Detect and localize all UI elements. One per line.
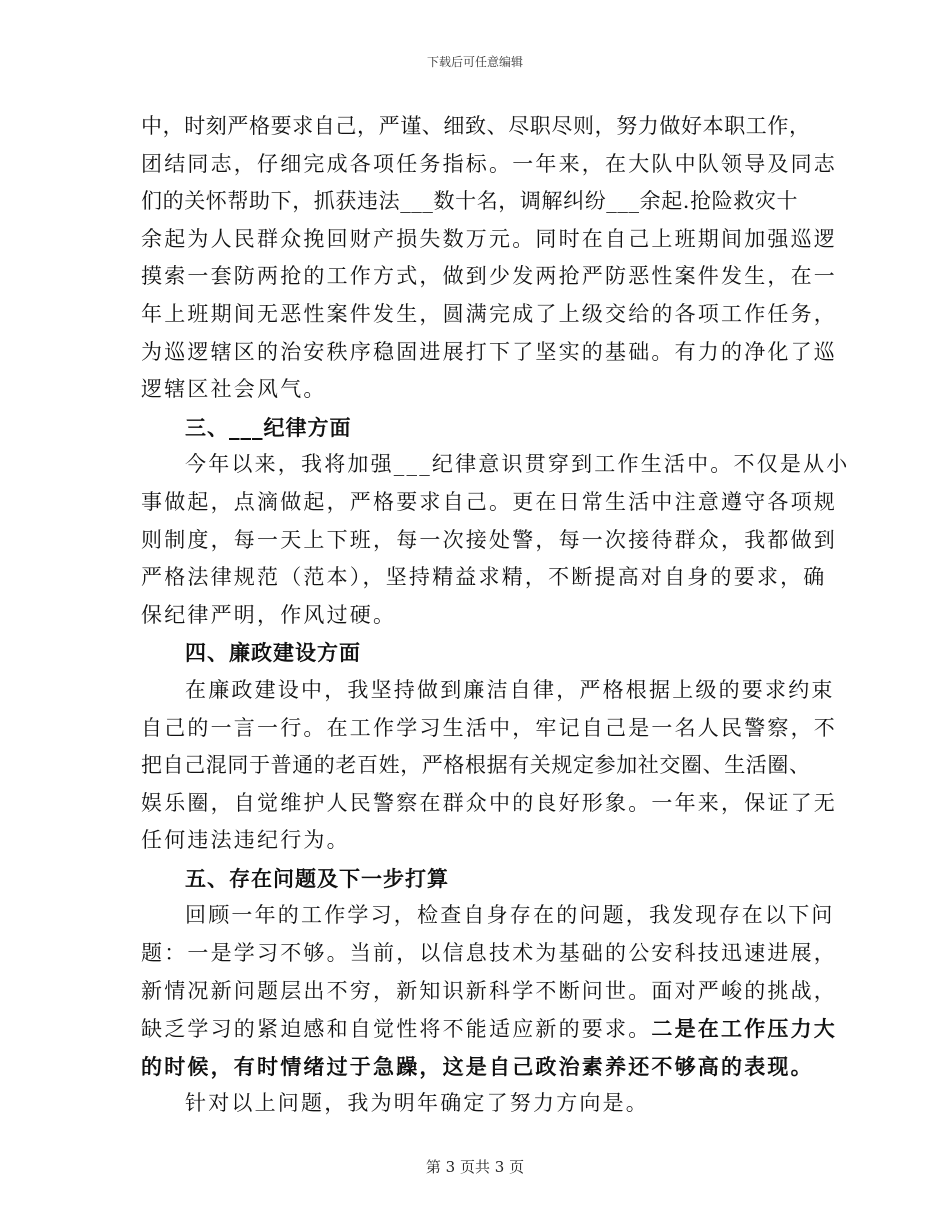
heading-text: 三、___纪律方面 <box>185 414 352 440</box>
body-line-24 <box>141 973 837 1011</box>
line-text: 逻辖区社会风气。 <box>141 377 327 402</box>
line-text: 针对以上问题，我为明年确定了努力方向是。 <box>185 1091 649 1116</box>
line-text: 自己的一言一行。在工作学习生活中，牢记自己是一名人民警察，不 <box>141 715 837 740</box>
section-heading-3 <box>141 409 826 447</box>
emphasized-text: 二是在工作压力大 <box>651 1016 838 1042</box>
line-text: 回顾一年的工作学习，检查自身存在的问题，我发现存在以下问 <box>185 903 835 928</box>
body-line-7 <box>141 334 837 372</box>
body-line-23 <box>141 935 837 973</box>
body-line-14 <box>141 597 826 635</box>
body-line-12 <box>141 522 837 560</box>
line-text: 题：一是学习不够。当前，以信息技术为基础的公安科技迅速进展， <box>141 941 837 966</box>
line-text: 严格法律规范（范本），坚持精益求精，不断提高对自身的要求，确 <box>141 565 827 590</box>
line-text: 任何违法违纪行为。 <box>141 828 350 853</box>
heading-text: 四、廉政建设方面 <box>185 640 361 666</box>
emphasized-text: 的时候，有时情绪过于急躁，这是自己政治素养还不够高的表现。 <box>141 1053 814 1079</box>
line-text: 把自己混同于普通的老百姓，严格根据有关规定参加社交圈、生活圈、 <box>141 753 811 778</box>
section-heading-5 <box>141 860 826 898</box>
body-line-16 <box>141 672 835 710</box>
body-line-27 <box>141 1085 826 1123</box>
body-line-25 <box>141 1010 838 1048</box>
page-footer: 第 3 页共 3 页 <box>425 1158 525 1176</box>
line-text: 则制度，每一天上下班，每一次接处警，每一次接待群众，我都做到 <box>141 527 837 552</box>
line-text: 们的关怀帮助下，抓获违法___数十名，调解纠纷___余起.抢险救灾十 <box>141 189 799 214</box>
body-line-18 <box>141 747 826 785</box>
body-line-22 <box>141 897 835 935</box>
body-line-5 <box>141 258 837 296</box>
heading-text: 五、存在问题及下一步打算 <box>185 865 449 891</box>
section-heading-4 <box>141 634 826 672</box>
body-line-19 <box>141 785 837 823</box>
line-text: 为巡逻辖区的治安秩序稳固进展打下了坚实的基础。有力的净化了巡 <box>141 339 837 364</box>
body-line-1 <box>141 108 826 146</box>
body-line-3 <box>141 183 826 221</box>
body-line-2 <box>141 146 837 184</box>
body-line-11 <box>141 484 837 522</box>
line-text: 事做起，点滴做起，严格要求自己。更在日常生活中注意遵守各项规 <box>141 489 837 514</box>
line-text: 团结同志，仔细完成各项任务指标。一年来，在大队中队领导及同志 <box>141 151 837 176</box>
body-line-26 <box>141 1048 826 1086</box>
body-line-13 <box>141 559 826 597</box>
body-line-6 <box>141 296 837 334</box>
page-header: 下载后可任意编辑 <box>426 55 523 69</box>
line-text: 缺乏学习的紧迫感和自觉性将不能适应新的要求。 <box>141 1017 652 1042</box>
line-text: 在廉政建设中，我坚持做到廉洁自律，严格根据上级的要求约束 <box>185 677 835 702</box>
line-text: 年上班期间无恶性案件发生，圆满完成了上级交给的各项工作任务， <box>141 301 837 326</box>
body-line-20 <box>141 822 826 860</box>
line-text: 摸索一套防两抢的工作方式，做到少发两抢严防恶性案件发生，在一 <box>141 264 837 289</box>
body-line-17 <box>141 710 837 748</box>
body-line-10 <box>141 446 850 484</box>
line-text: 新情况新问题层出不穷，新知识新科学不断问世。面对严峻的挑战， <box>141 978 837 1003</box>
line-text: 余起为人民群众挽回财产损失数万元。同时在自己上班期间加强巡逻 <box>141 226 837 251</box>
line-text: 保纪律严明，作风过硬。 <box>141 602 397 627</box>
line-text: 娱乐圈，自觉维护人民警察在群众中的良好形象。一年来，保证了无 <box>141 790 837 815</box>
body-line-4 <box>141 221 837 259</box>
document-body <box>141 108 850 1123</box>
body-line-8 <box>141 371 826 409</box>
line-text: 今年以来，我将加强___纪律意识贯穿到工作生活中。不仅是从小 <box>185 452 850 477</box>
line-text: 中，时刻严格要求自己，严谨、细致、尽职尽则，努力做好本职工作， <box>141 114 811 138</box>
